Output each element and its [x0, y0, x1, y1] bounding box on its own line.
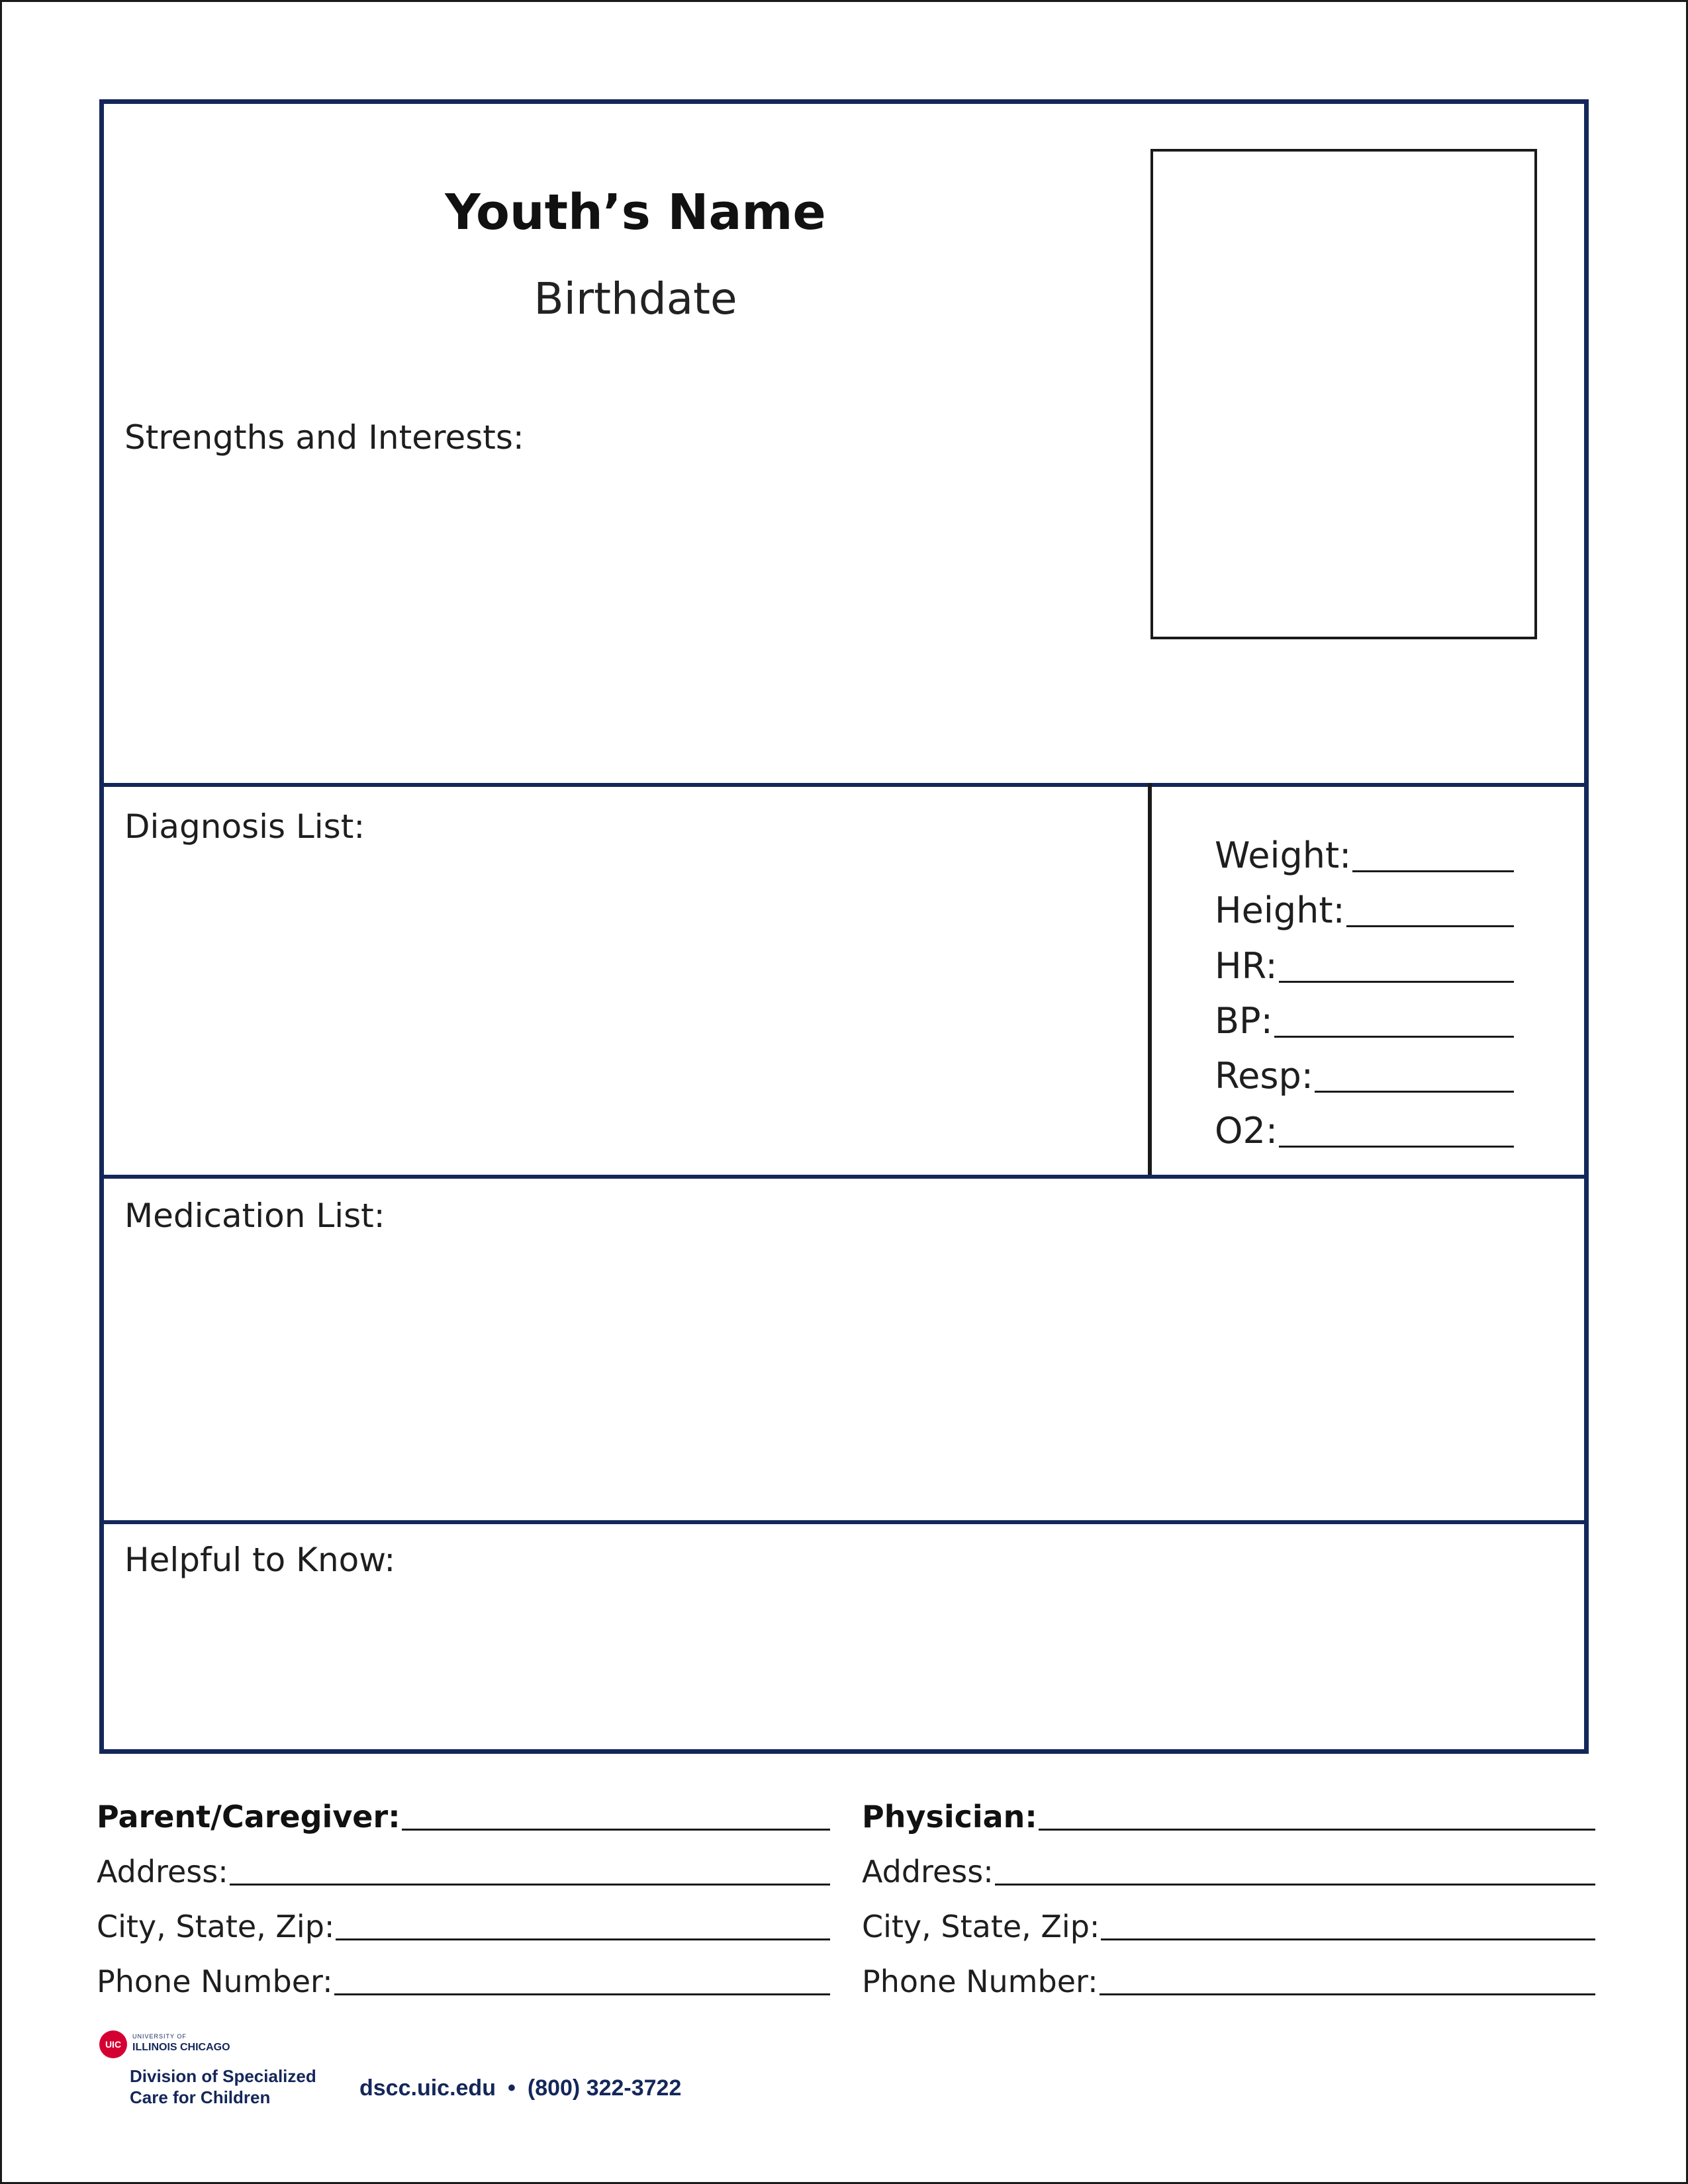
- vital-label: Resp:: [1215, 1055, 1313, 1097]
- physician-address-row: [862, 1850, 1595, 1887]
- org-name-line2: Care for Children: [130, 2087, 271, 2107]
- divider-top: [99, 783, 1589, 787]
- parent-caregiver-row: [97, 1795, 830, 1835]
- parent-address-label: Address:: [97, 1854, 228, 1889]
- physician-city-field[interactable]: [1101, 1938, 1595, 1940]
- physician-row: [862, 1795, 1595, 1835]
- vital-label: HR:: [1215, 945, 1278, 987]
- parent-city-label: City, State, Zip:: [97, 1909, 335, 1944]
- strengths-label: Strengths and Interests:: [124, 418, 524, 457]
- youth-name-title: Youth’s Name: [445, 184, 826, 241]
- physician-phone-label: Phone Number:: [862, 1964, 1098, 1999]
- vital-label: BP:: [1215, 1000, 1273, 1042]
- bullet-separator: •: [507, 2075, 516, 2101]
- physician-field[interactable]: [1039, 1829, 1595, 1831]
- vital-label: Height:: [1215, 889, 1345, 931]
- physician-phone-row: [862, 1960, 1595, 1997]
- parent-caregiver-field[interactable]: [402, 1829, 830, 1831]
- resp-field[interactable]: [1315, 1091, 1514, 1093]
- physician-address-field[interactable]: [995, 1884, 1595, 1886]
- bp-field[interactable]: [1274, 1036, 1514, 1038]
- parent-city-field[interactable]: [336, 1938, 830, 1940]
- vital-weight: [1215, 837, 1514, 874]
- physician-city-row: [862, 1905, 1595, 1942]
- vital-height: [1215, 891, 1514, 929]
- footer-contact: [359, 2075, 681, 2101]
- website-link[interactable]: dscc.uic.edu: [359, 2075, 496, 2101]
- vital-hr: [1215, 945, 1514, 987]
- diagnosis-label: Diagnosis List:: [124, 807, 365, 846]
- parent-phone-field[interactable]: [334, 1993, 830, 1995]
- org-name-line1: Division of Specialized: [130, 2066, 316, 2086]
- parent-address-field[interactable]: [230, 1884, 830, 1886]
- o2-field[interactable]: [1279, 1146, 1514, 1148]
- weight-field[interactable]: [1352, 870, 1514, 872]
- physician-phone-field[interactable]: [1100, 1993, 1595, 1995]
- vital-o2: [1215, 1110, 1514, 1152]
- logo-university-of: UNIVERSITY OF: [132, 2033, 187, 2040]
- physician-label: Physician:: [862, 1799, 1037, 1835]
- divider-vitals: [1148, 783, 1152, 1178]
- physician-city-label: City, State, Zip:: [862, 1909, 1100, 1944]
- divider-lower: [99, 1520, 1589, 1524]
- parent-caregiver-label: Parent/Caregiver:: [97, 1799, 400, 1835]
- logo-university-name: ILLINOIS CHICAGO: [132, 2042, 230, 2053]
- hr-field[interactable]: [1279, 981, 1514, 983]
- parent-city-row: [97, 1905, 830, 1942]
- vital-label: Weight:: [1215, 835, 1352, 876]
- vital-resp: [1215, 1055, 1514, 1097]
- vital-label: O2:: [1215, 1110, 1278, 1152]
- helpful-label: Helpful to Know:: [124, 1541, 396, 1579]
- photo-placeholder[interactable]: [1150, 149, 1537, 639]
- height-field[interactable]: [1346, 925, 1514, 927]
- uic-badge-icon: UIC: [99, 2030, 127, 2058]
- phone-number: (800) 322-3722: [527, 2075, 682, 2101]
- birthdate-label: Birthdate: [534, 273, 737, 324]
- parent-phone-label: Phone Number:: [97, 1964, 333, 1999]
- vital-bp: [1215, 1000, 1514, 1042]
- medication-label: Medication List:: [124, 1197, 385, 1235]
- physician-address-label: Address:: [862, 1854, 994, 1889]
- divider-middle: [99, 1175, 1589, 1179]
- parent-address-row: [97, 1850, 830, 1887]
- parent-phone-row: [97, 1960, 830, 1997]
